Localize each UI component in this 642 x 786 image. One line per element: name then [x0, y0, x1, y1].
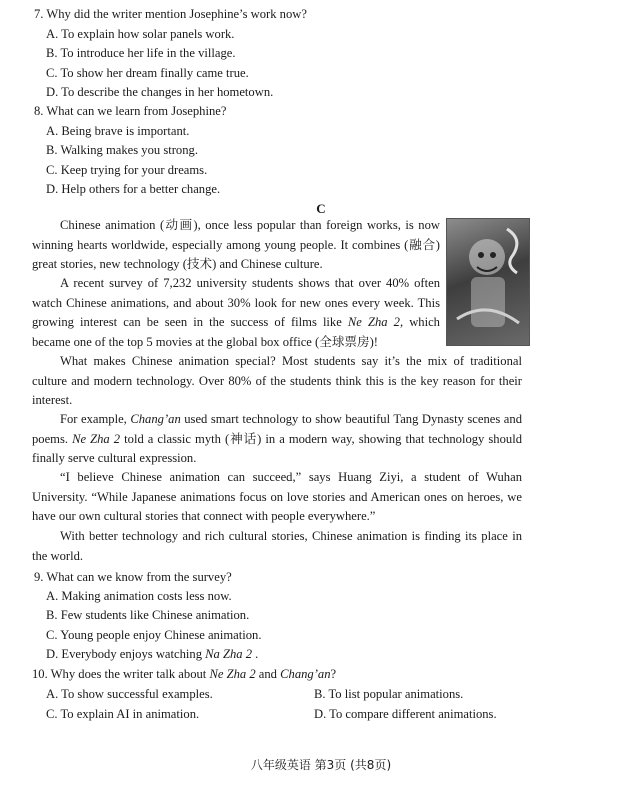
passage-paragraph-6: With better technology and rich cultural stories, Chinese animation is finding its place in the world.: [32, 529, 522, 563]
question-7-option-b: B. To introduce her life in the village.: [46, 46, 236, 60]
question-8-stem: 8. What can we learn from Josephine?: [34, 104, 227, 118]
question-10-option-c: C. To explain AI in animation.: [46, 707, 200, 721]
question-8-option-c: C. Keep trying for your dreams.: [46, 163, 208, 177]
section-heading: C: [316, 201, 326, 216]
question-8-option-d: D. Help others for a better change.: [46, 182, 221, 196]
question-9-option-b: B. Few students like Chinese animation.: [46, 608, 250, 622]
passage-paragraph-4: For example, Chang’an used smart technology to show beautiful Tang Dynasty scenes and poems. Ne Zha 2 told a classic myth (神话) in a modern way, showing that technology should finally serve cultural expression.: [32, 412, 522, 466]
question-8-option-a: A. Being brave is important.: [46, 124, 190, 138]
question-10-option-d: D. To compare different animations.: [314, 707, 497, 721]
question-7-option-d: D. To describe the changes in her hometown.: [46, 85, 274, 99]
question-10-option-b: B. To list popular animations.: [314, 687, 464, 701]
question-8-option-b: B. Walking makes you strong.: [46, 143, 198, 157]
animation-character-image: [446, 218, 530, 346]
passage-paragraph-2: A recent survey of 7,232 university students shows that over 40% often watch Chinese animations, and about 30% look for new ones every week. This growing interest can be seen in the success of films like Ne Zha 2, which became one of the top 5 movies at the global box office (全球票房)!: [32, 276, 440, 349]
question-10-option-a: A. To show successful examples.: [46, 687, 213, 701]
passage-paragraph-3: What makes Chinese animation special? Most students say it’s the mix of traditional culture and modern technology. Over 80% of the students think this is the key reason for their interest.: [32, 354, 522, 408]
question-7-option-c: C. To show her dream finally came true.: [46, 66, 249, 80]
film-title: Chang’an: [130, 412, 181, 426]
question-10-stem: 10. Why does the writer talk about Ne Zha 2 and Chang’an?: [32, 667, 337, 681]
passage-paragraph-5: “I believe Chinese animation can succeed,” says Huang Ziyi, a student of Wuhan University. “While Japanese animations focus on love stories and American ones on heroes, we have our own cultural stories that connect with people everywhere.”: [32, 470, 522, 524]
question-7-option-a: A. To explain how solar panels work.: [46, 27, 235, 41]
question-9-option-d: D. Everybody enjoys watching Na Zha 2 .: [46, 647, 259, 661]
question-9-stem: 9. What can we know from the survey?: [34, 570, 232, 584]
question-7-stem: 7. Why did the writer mention Josephine’s work now?: [34, 7, 307, 21]
film-title: Ne Zha 2: [72, 431, 121, 446]
film-title: Ne Zha 2,: [347, 315, 404, 330]
question-9-option-c: C. Young people enjoy Chinese animation.: [46, 628, 262, 642]
page-footer: 八年级英语 第3页 (共8页): [250, 758, 392, 772]
passage-paragraph-1: Chinese animation (动画), once less popular than foreign works, is now winning hearts worldwide, especially among young people. It combines (融合) great stories, new technology (技术) and Chinese culture.: [32, 218, 440, 272]
question-9-option-a: A. Making animation costs less now.: [46, 589, 232, 603]
